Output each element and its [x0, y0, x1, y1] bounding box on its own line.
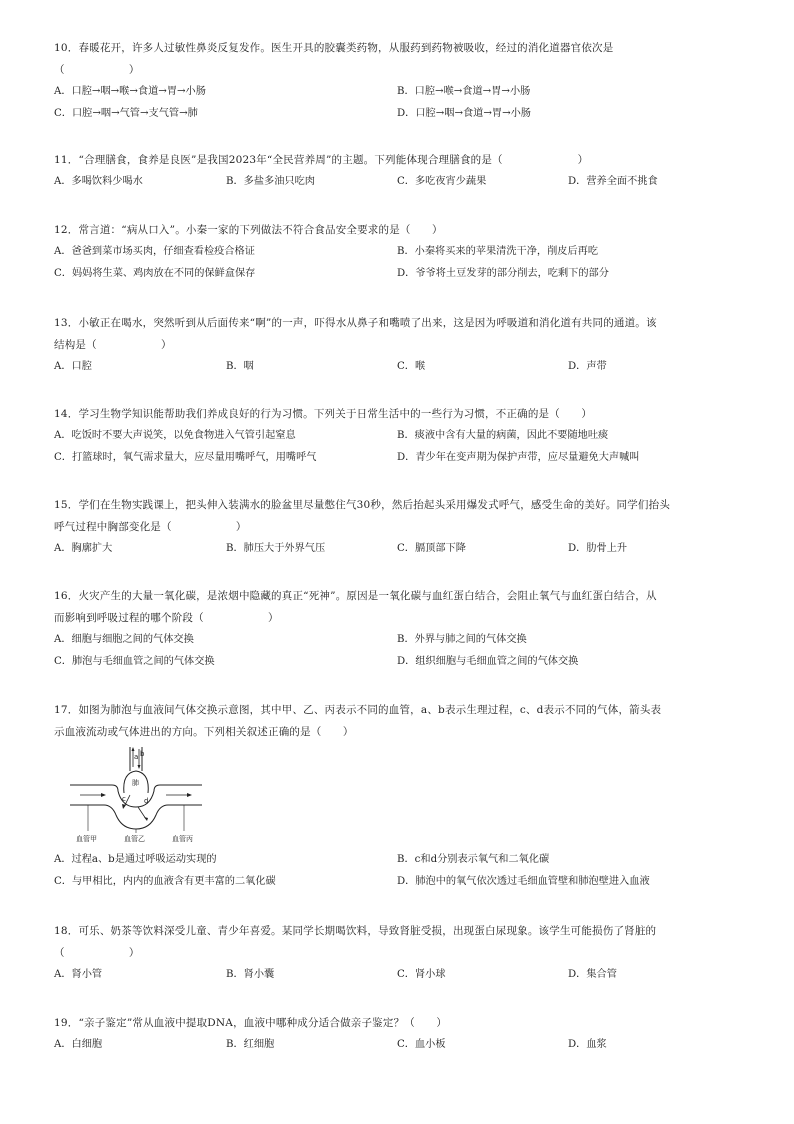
- option-d[interactable]: D．肺泡中的氧气依次透过毛细血管壁和肺泡壁进入血液: [397, 876, 650, 887]
- option-c[interactable]: C．肾小球: [397, 969, 446, 980]
- question-stem: 18．可乐、奶茶等饮料深受儿童、青少年喜爱。某同学长期喝饮料，导致肾脏受损，出现蛋白尿现象。该学生可能损伤了肾脏的: [54, 925, 657, 937]
- question-stem: 12．常言道：“病从口入”。小秦一家的下列做法不符合食品安全要求的是（ ）: [54, 224, 443, 236]
- option-a[interactable]: A．口腔→咽→喉→食道→胃→小肠: [54, 86, 206, 97]
- option-a[interactable]: A．多喝饮料少喝水: [54, 176, 143, 187]
- option-b[interactable]: B．外界与肺之间的气体交换: [397, 634, 527, 645]
- options: [54, 356, 744, 378]
- question-12: [54, 219, 744, 285]
- option-a[interactable]: A．细胞与细胞之间的气体交换: [54, 634, 194, 645]
- option-c[interactable]: C．膈顶部下降: [397, 543, 466, 554]
- question-11: [54, 149, 744, 193]
- option-b[interactable]: B．c和d分别表示氧气和二氧化碳: [397, 854, 550, 865]
- options: [54, 241, 744, 285]
- option-c[interactable]: C．多吃夜宵少蔬果: [397, 176, 487, 187]
- question-19: [54, 1012, 744, 1056]
- gas-exchange-svg: [66, 745, 206, 845]
- option-d[interactable]: D．爷爷将土豆发芽的部分削去，吃剩下的部分: [397, 268, 609, 279]
- question-18: [54, 920, 744, 986]
- question-stem: 16．火灾产生的大量一氧化碳，是浓烟中隐藏的真正“死神”。原因是一氧化碳与血红蛋白结合，会阻止氧气与血红蛋白结合，从: [54, 590, 657, 602]
- flow-arrow-right-head: [187, 793, 192, 797]
- option-b[interactable]: B．红细胞: [226, 1039, 275, 1050]
- question-13: [54, 312, 744, 378]
- option-c[interactable]: C．口腔→咽→气管→支气管→肺: [54, 108, 198, 119]
- question-17: [54, 699, 744, 743]
- vessel-upper-wall: [70, 785, 202, 807]
- option-b[interactable]: B．多盐多油只吃肉: [226, 176, 315, 187]
- option-b[interactable]: B．痰液中含有大量的病菌，因此不要随地吐痰: [397, 430, 609, 441]
- question-stem-continued: 呼气过程中胸部变化是（ ）: [54, 521, 247, 533]
- option-a[interactable]: A．爸爸到菜市场买肉，仔细查看检疫合格证: [54, 246, 255, 257]
- question-stem: 13．小敏正在喝水，突然听到从后面传来“啊”的一声，吓得水从鼻子和嘴喷了出来，这是因为呼吸道和消化道有共同的通道。该: [54, 317, 657, 329]
- question-stem: 10．春暖花开，许多人过敏性鼻炎反复发作。医生开具的胶囊类药物，从服药到药物被吸收，经过的消化道器官依次是: [54, 42, 614, 54]
- arrow-a-head: [132, 747, 135, 751]
- options: [54, 171, 744, 193]
- option-a[interactable]: A．口腔: [54, 361, 92, 372]
- options: [54, 81, 744, 125]
- option-a[interactable]: A．肾小管: [54, 969, 103, 980]
- option-d[interactable]: D．血浆: [568, 1039, 607, 1050]
- option-d[interactable]: D．口腔→咽→食道→胃→小肠: [397, 108, 531, 119]
- option-c[interactable]: C．肺泡与毛细血管之间的气体交换: [54, 656, 215, 667]
- vessel-lower-wall: [70, 805, 202, 829]
- options: [54, 425, 744, 469]
- option-a[interactable]: A．胸廓扩大: [54, 543, 113, 554]
- option-c[interactable]: C．与甲相比，内内的血液含有更丰富的二氧化碳: [54, 876, 276, 887]
- question-stem: 15．学们在生物实践课上，把头伸入装满水的脸盆里尽量憋住气30秒，然后抬起头采用爆发式呼气，感受生命的美好。同学们抬头: [54, 499, 671, 511]
- option-b[interactable]: B．肺压大于外界气压: [226, 543, 326, 554]
- option-d[interactable]: D．营养全面不挑食: [568, 176, 658, 187]
- option-c[interactable]: C．喉: [397, 361, 426, 372]
- arrow-b-head: [138, 765, 141, 769]
- option-d[interactable]: D．青少年在变声期为保护声带，应尽量避免大声喊叫: [397, 452, 640, 463]
- question-stem: 17．如图为肺泡与血液间气体交换示意图，其中甲、乙、丙表示不同的血管，a、b表示生理过程，c、d表示不同的气体，箭头表: [54, 704, 662, 716]
- label-vessel-3: 血管丙: [172, 835, 193, 843]
- option-b[interactable]: B．口腔→喉→食道→胃→小肠: [397, 86, 531, 97]
- options: [54, 629, 744, 673]
- label-a: a: [134, 753, 139, 761]
- options: [54, 964, 744, 986]
- question-14: [54, 403, 744, 469]
- question-stem-continued: 示血液流动或气体进出的方向。下列相关叙述正确的是（ ）: [54, 726, 354, 738]
- label-d: d: [144, 797, 149, 805]
- label-b: b: [140, 750, 145, 758]
- question-stem: 19．“亲子鉴定”常从血液中提取DNA，血液中哪种成分适合做亲子鉴定？（ ）: [54, 1017, 448, 1029]
- options: [54, 538, 744, 560]
- question-17-options: [54, 849, 744, 893]
- option-b[interactable]: B．小秦将买来的苹果清洗干净，削皮后再吃: [397, 246, 599, 257]
- flow-arrow-left-head: [101, 793, 106, 797]
- question-stem-continued: （ ）: [54, 64, 140, 76]
- option-a[interactable]: A．吃饭时不要大声说笑，以免食物进入气管引起窒息: [54, 430, 296, 441]
- option-c[interactable]: C．血小板: [397, 1039, 446, 1050]
- question-stem-continued: 而影响到呼吸过程的哪个阶段（ ）: [54, 612, 279, 624]
- question-16: [54, 585, 744, 673]
- question-stem-continued: （ ）: [54, 947, 140, 959]
- option-b[interactable]: B．肾小囊: [226, 969, 275, 980]
- label-vessel-2: 血管乙: [124, 835, 145, 843]
- question-15: [54, 494, 744, 560]
- option-d[interactable]: D．集合管: [568, 969, 617, 980]
- option-a[interactable]: A．过程a、b是通过呼吸运动实现的: [54, 854, 217, 865]
- option-c[interactable]: C．打篮球时，氧气需求量大，应尽量用嘴呼气，用嘴呼气: [54, 452, 317, 463]
- question-stem: 11．“合理膳食，食养是良医”是我国2023年“全民营养周”的主题。下列能体现合理膳食的是（ ）: [54, 154, 589, 166]
- label-c: c: [122, 795, 126, 803]
- label-vessel-1: 血管甲: [76, 835, 97, 843]
- option-d[interactable]: D．肋骨上升: [568, 543, 628, 554]
- question-10: [54, 37, 744, 125]
- option-b[interactable]: B．咽: [226, 361, 254, 372]
- options: [54, 849, 744, 893]
- arrow-d-head: [144, 817, 148, 821]
- options: [54, 1034, 744, 1056]
- label-alveolus: 肺: [132, 779, 139, 787]
- option-d[interactable]: D．声带: [568, 361, 607, 372]
- option-a[interactable]: A．白细胞: [54, 1039, 103, 1050]
- option-c[interactable]: C．妈妈将生菜、鸡肉放在不同的保鲜盒保存: [54, 268, 256, 279]
- question-stem: 14．学习生物学知识能帮助我们养成良好的行为习惯。下列关于日常生活中的一些行为习惯，不正确的是（ ）: [54, 408, 593, 420]
- question-stem-continued: 结构是（ ）: [54, 339, 172, 351]
- option-d[interactable]: D．组织细胞与毛细血管之间的气体交换: [397, 656, 579, 667]
- gas-exchange-diagram: [66, 745, 206, 845]
